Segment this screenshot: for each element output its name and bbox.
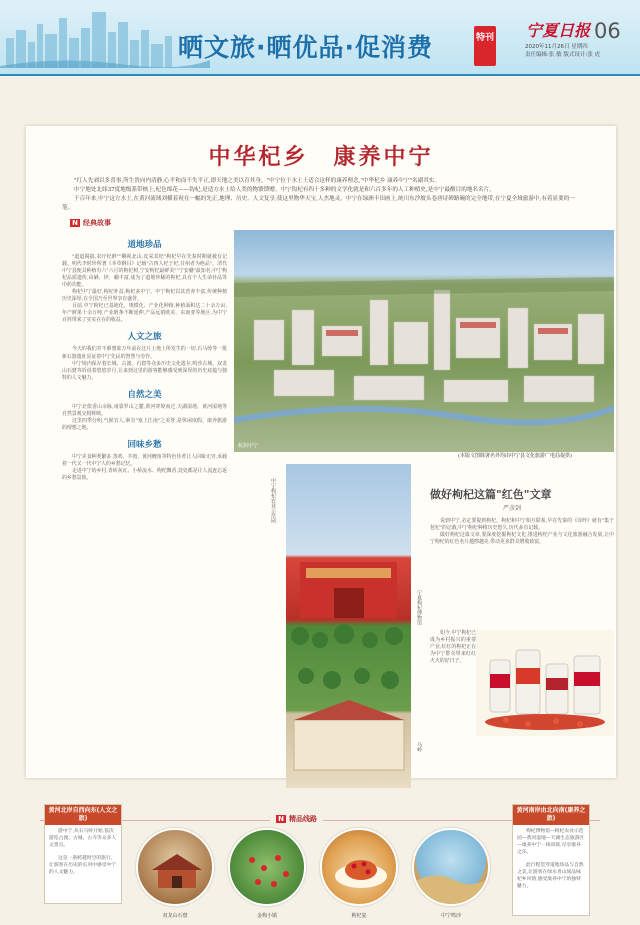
body-paragraph: 目前,中宁枸杞已基地化、规模化、产业化种植,种植面积达二十余万亩,年产鲜果十余万吨,产业链条不断延伸,产品远销欧美、东南亚等地区,为中宁百姓带来了实实在在的收益。: [62, 303, 227, 324]
route-paragraph: 这是一条跨越时空的旅行,让游客在历史的长河中感受中宁的人文魅力。: [49, 856, 117, 875]
body-paragraph: 今天的我们并不难想象万年前在这片土地上所发生的一切,石马岭等一批新石器遗址见证着中宁先民的智慧与劳作。: [62, 346, 227, 360]
special-edition-badge: 特刊: [474, 26, 496, 66]
strip-section-label: [270, 814, 323, 824]
circle-photo-feast: [320, 828, 398, 906]
berry-bush-illustration: [230, 830, 306, 906]
route-paragraph: 枸杞博物馆—枸杞农业示范园—黄河湿地—天湖生态旅游区—康养中宁一线串联,尽享康养之乐。: [517, 829, 585, 855]
article-title: 做好枸杞这篇"红色"文章: [430, 488, 552, 501]
wolfberry-products-image: [476, 630, 614, 736]
feature-title: 中华杞乡 康养中宁: [208, 144, 434, 170]
section-heading: 自然之美: [127, 389, 162, 400]
wolfberry-products-illustration: [476, 630, 614, 736]
circle-photo-town: [228, 828, 306, 906]
circle-caption: 枸杞宴: [351, 913, 367, 919]
page-number: 06: [594, 19, 621, 43]
vertical-caption: 宁夏枸杞博物馆: [416, 590, 422, 625]
route-title: 黄河南岸由北向南(康养之旅): [513, 805, 589, 825]
banner-title: 晒文旅·晒优品·促消费: [178, 33, 433, 62]
route-paragraph: 此行程贯穿道地珍品与自然之美,让游客在绿水青山间品味杞乡风情,感受康养中宁的独特魅力。: [517, 863, 584, 889]
article-body-narrow: [430, 630, 476, 665]
feature-intro: [62, 177, 582, 213]
n-logo-icon: N: [70, 219, 80, 227]
editor-credits: 责任编辑:张 敏 版式设计:张 虎: [525, 52, 600, 58]
body-paragraph: 走进中宁的乡村,青砖灰瓦、小桥流水、枸杞飘香,处处都是让人流连忘返的乡愁景致。: [62, 467, 227, 482]
photo-credit: (本版文图除署名外均由中宁县文化旅游广电局提供): [458, 453, 572, 459]
n-logo-icon: N: [276, 815, 286, 823]
wolfberry-gate-illustration: [286, 464, 411, 788]
circle-photo-grottoes: [136, 828, 214, 906]
circle-caption: 中宁鸣沙: [440, 913, 461, 919]
vertical-caption: 马岭: [416, 742, 422, 752]
circle-caption: 金枸小镇: [256, 913, 277, 919]
strip-label-text: 精品线路: [289, 815, 317, 823]
circle-caption: 双龙山石窟: [162, 913, 188, 919]
wolfberry-park-photo: [286, 464, 411, 788]
section-heading: 道地珍品: [127, 240, 162, 250]
route-paragraph: 游中宁,从石马岭开始,依次游览古渡、古城、古寺等众多人文景点。: [49, 829, 117, 848]
photo-caption: 航拍中宁: [238, 443, 259, 449]
aerial-city-illustration: [234, 230, 614, 452]
body-paragraph: 说到中宁,必定要提到枸杞。枸杞和中宁相互联系,早在先秦的《诗经》就有"集于苞杞"的记载,中宁枸杞种植历史悠久,历代多有记载。: [430, 518, 614, 532]
feast-dish-illustration: [322, 830, 398, 906]
left-column: [62, 238, 227, 482]
body-paragraph: 如今,中宁枸杞已成为乡村振兴的重要产业,红红的枸杞正在为中宁群众带来红红火火的好日子。: [430, 630, 476, 665]
aerial-city-photo: [234, 230, 614, 452]
issue-date: 2020年11月26日 星期四: [525, 44, 588, 50]
intro-paragraph: 中宁地处北纬37度地级系带核上,杞色绵花——钩杞,是适方水土给人类的物馈馈赠。中宁钩杞有四十多种的文学化就是和六百多年的人工种植史,是中宁最醒目的地名名片。: [74, 187, 495, 193]
vertical-caption: 中宁枸杞农业示范园: [270, 478, 276, 523]
intro-paragraph: 千百年来,中宁这方水土,在黄河流域刘横着祝在一幅的先正,地理、历史、人文复享,使这里物华天宝,人杰地灵。中宁在绿洲丰田画上,统川东沙坡头卷唐诗碑路碗的完全地带,在宁夏全域旅游中,有着显要的一笔。: [62, 196, 575, 211]
section-tag: [70, 218, 111, 228]
temple-illustration: [138, 830, 214, 906]
body-paragraph: 做好枸杞这篇文章,要深度挖掘枸杞文化,推进枸杞产业与文化旅游融合发展,让中宁枸杞的红色名片越擦越亮,带动更多群众增收致富。: [430, 532, 614, 546]
body-paragraph: 中宁北依香山余脉,南靠罗山之麓,黄河穿境而过,天湖湿地、黄河湿地等自然景观交相辉映。: [62, 403, 227, 417]
body-paragraph: 枸杞中宁最好,枸杞补益,枸杞多中宁。中宁枸杞以其营养丰富,传统种植历史深厚,在全国乃至世界享有盛誉。: [62, 289, 227, 303]
body-paragraph: "道道揭搞,农疗杞鲜""聊视北山,皮采其杞"枸杞早在先秦时期就被有记载。明代李时珍所著《本草纲目》记载"古四人杞于杞,甘州者为绝品"。清代中宁县便具种植有六"六月的枸杞树,宁安枸杞最鲜美""宁安硼"最知名,中宁枸杞品质遗传,由硒、锌、硼丰富,成为了道地珍稀的枸杞,具有个人生命补品等中药功能。: [62, 254, 227, 289]
masthead: [0, 0, 640, 74]
article-body: [430, 518, 614, 546]
newspaper-name: 宁夏日报: [526, 21, 591, 40]
circle-photo-sand: [412, 828, 490, 906]
sand-dune-illustration: [414, 830, 490, 906]
section-tag-label: 经典故事: [83, 219, 111, 227]
body-paragraph: 中宁境内保存着长城、古渡、石窟等众多历史文化遗存,鸣沙古城、双龙山石窟等诉说着悠悠岁月,让来到这里的游客能够感受到深厚的历史底蕴与独特的人文魅力。: [62, 360, 227, 381]
body-paragraph: 中宁美食种类繁多,蒸鸡、羊肉、黄河鲤鱼等特色佳肴让人回味无穷,承载着一代又一代中宁人的乡愁记忆。: [62, 453, 227, 467]
section-heading: 人文之旅: [127, 332, 162, 343]
header-rule: [0, 74, 640, 76]
intro-paragraph: "红人先剥以多喜事,所生贵向内清静,心平和而不失平正,即天地之美以育其身。"中宁位于水土土适合这样的康养理念,"中华杞乡 康养中宁"名副其实。: [74, 178, 440, 184]
body-paragraph: 这里四季分明,气候宜人,素有"塞上江南"之美誉,是休闲度假、康养旅游的理想之地。: [62, 417, 227, 431]
article-byline: 严彦剑: [503, 505, 522, 512]
route-card-north: [44, 804, 122, 904]
section-heading: 回味乡愁: [127, 439, 162, 450]
route-card-south: [512, 804, 590, 916]
route-title: 黄河北岸自西向东(人文之旅): [45, 805, 121, 825]
